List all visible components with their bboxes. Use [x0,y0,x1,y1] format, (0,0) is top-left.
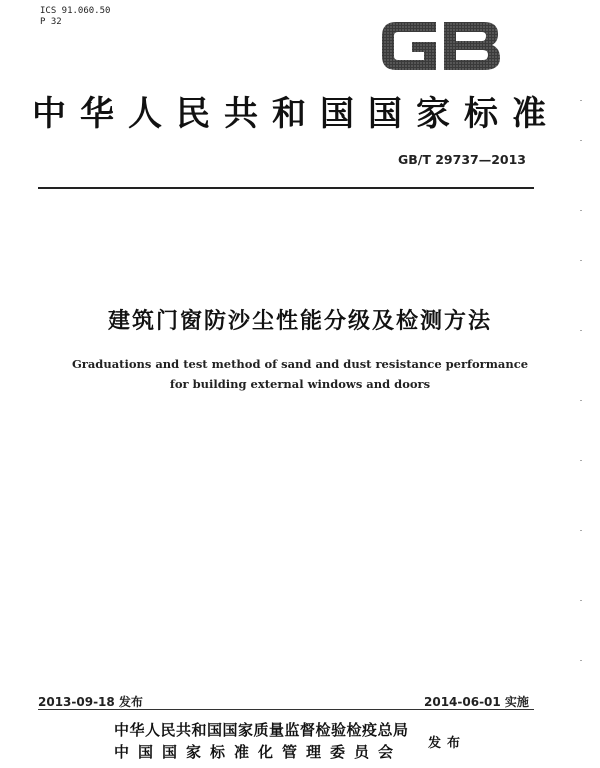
gb-logo [378,14,504,78]
standard-number: GB/T 29737—2013 [398,152,527,167]
classification-codes [40,6,110,28]
english-title-line1: Graduations and test method of sand and dust resistance performance [71,357,529,371]
organization-line2: 中国国家标准化管理委员会 [114,743,403,761]
issue-date: 2013-09-18 发布 [38,695,143,709]
issuer-title: 中华人民共和国国家标准 [32,94,560,134]
publish-label: 发布 [428,736,467,751]
header-divider [38,187,534,189]
scan-margin-marks [580,100,582,720]
footer-divider [38,709,534,710]
chinese-title: 建筑门窗防沙尘性能分级及检测方法 [107,308,492,334]
organization-line1: 中华人民共和国国家质量监督检验检疫总局 [114,721,409,739]
ics-code: ICS 91.060.50 [40,6,111,16]
ccs-code: P 32 [40,17,62,27]
english-title [40,354,560,394]
implement-date: 2014-06-01 实施 [424,695,529,709]
english-title-line2: for building external windows and doors [169,377,431,391]
